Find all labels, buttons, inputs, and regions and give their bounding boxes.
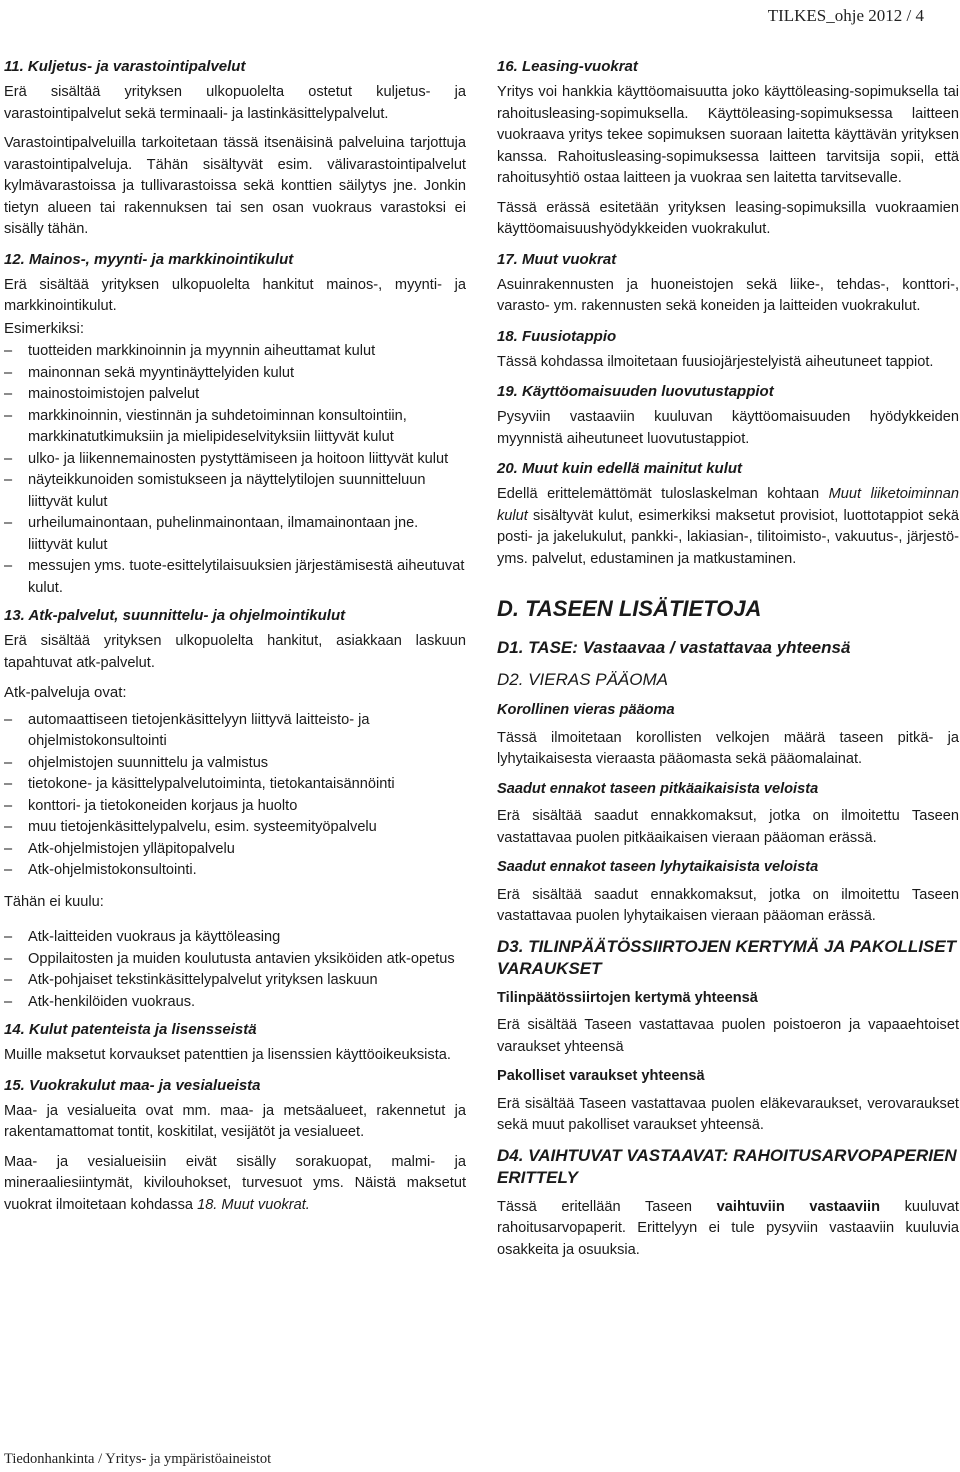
section-d-title: D. TASEEN LISÄTIETOJA — [497, 596, 762, 621]
section-14-title: 14. Kulut patenteista ja lisensseistä — [4, 1021, 257, 1038]
section-16-title: 16. Leasing-vuokrat — [497, 58, 638, 75]
section-11-title: 11. Kuljetus- ja varastointipalvelut — [4, 58, 246, 75]
section-16-p1: Yritys voi hankkia käyttöomaisuutta joko käyttöleasing-sopimuksella tai rahoitusleasing-sopimuksella. Käyttöleasing-sopimuksessa laitteen vuokraava yritys tekee sopimuksen suoraan laitetta käyttävän yrityksen kanssa. Rahoitusleasing-sopimuksessa laitteen tarvitsija sopii, että rahoitusyhtiö ostaa laitteen ja vuokraa sen laitetta tarvitsevalle. — [497, 84, 959, 186]
section-15-p1: Maa- ja vesialueita ovat mm. maa- ja metsäalueet, rakennetut ja rakentamattomat tontit, koskitilat, vesijätöt ja vesialueet. — [4, 1102, 466, 1140]
page-header: TILKES_ohje 2012 / 4 — [767, 6, 924, 25]
section-d1-title: D1. TASE: Vastaavaa / vastattavaa yhteensä — [497, 638, 851, 657]
section-16-p2: Tässä erässä esitetään yrityksen leasing-sopimuksilla vuokraamien käyttöomaisuushyödykkeiden vuokrakulut. — [497, 199, 959, 237]
list-item: – näyteikkunoiden somistukseen ja näyttelytilojen suunnitteluun liittyvät kulut — [4, 470, 466, 513]
list-item: – muu tietojenkäsittelypalvelu, esim. systeemityöpalvelu — [4, 817, 466, 839]
section-13-p1: Erä sisältää yrityksen ulkopuolelta hankitut, asiakkaan laskuun tapahtuvat atk-palvelut. — [4, 633, 466, 671]
right-column — [497, 56, 959, 1269]
section-18-title: 18. Fuusiotappio — [497, 327, 617, 345]
section-17-title: 17. Muut vuokrat — [497, 250, 617, 268]
section-19-title: 19. Käyttöomaisuuden luovutustappiot — [497, 383, 774, 400]
list-item: – markkinoinnin, viestinnän ja suhdetoiminnan konsultointiin, markkinatutkimuksiin ja mielipideselvityksiin liittyvät kulut — [4, 406, 466, 449]
pitka-title: Saadut ennakot taseen pitkäaikaisista veloista — [497, 780, 819, 797]
list-item: – Atk-pohjaiset tekstinkäsittelypalvelut yrityksen laskuun — [4, 970, 466, 992]
list-item: – mainonnan sekä myyntinäyttelyiden kulut — [4, 363, 466, 385]
d4-p-term: vaihtuviin vastaaviin — [716, 1198, 880, 1215]
lyhyt-title: Saadut ennakot taseen lyhytaikaisista veloista — [497, 859, 819, 875]
list-item: – ulko- ja liikennemainosten pystyttämiseen ja hoitoon liittyvät kulut — [4, 449, 466, 471]
section-14-p1: Muille maksetut korvaukset patenttien ja lisenssien käyttöoikeuksista. — [4, 1047, 451, 1063]
tp-title: Tilinpäätössiirtojen kertymä yhteensä — [497, 989, 758, 1006]
section-19-p1: Pysyviin vastaaviin kuuluvan käyttöomaisuuden hyödykkeiden myynnistä aiheutuneet luovutustappiot. — [497, 409, 959, 447]
d4-p-a: Tässä eritellään Taseen — [497, 1198, 717, 1215]
left-column — [4, 56, 466, 1224]
section-12-examples-label: Esimerkiksi: — [4, 319, 85, 337]
section-11-p2: Varastointipalveluilla tarkoitetaan tässä itsenäisinä palveluina tarjottuja varastointipalveluja. Tähän sisältyvät esim. välivarastointipalvelut kylmävarastoissa ja tullivarastoissa sekä konttien säilytys jne. Jonkin tietyn alueen tai rakennuksen tai sen osan vuokraus varastoksi ei sisälly tähän. — [4, 135, 466, 237]
section-20-p1-term: Muut liiketoiminnan kulut — [497, 486, 959, 524]
list-item: – ohjelmistojen suunnittelu ja valmistus — [4, 753, 466, 775]
d4-p-c: kuuluvat rahoitusarvopaperit. Erittelyyn ei tule pysyviin vastaaviin kuuluvia osakkeita ja osuuksia. — [497, 1198, 959, 1258]
list-item: – automaattiseen tietojenkäsittelyyn liittyvä laitteisto- ja ohjelmistokonsultointi — [4, 710, 466, 753]
list-item: – Oppilaitosten ja muiden koulutusta antavien yksiköiden atk-opetus — [4, 949, 466, 971]
section-12-p1: Erä sisältää yrityksen ulkopuolelta hankitut mainos-, myynti- ja markkinointikulut. — [4, 276, 466, 314]
section-13-list — [4, 710, 466, 882]
section-13-includes-label: Atk-palveluja ovat: — [4, 684, 127, 701]
list-item: – tuotteiden markkinoinnin ja myynnin aiheuttamat kulut — [4, 341, 466, 363]
section-15-p2-ref: 18. Muut vuokrat. — [197, 1196, 310, 1213]
list-item: – messujen yms. tuote-esittelytilaisuuksien järjestämisestä aiheutuvat kulut. — [4, 556, 466, 599]
page-footer: Tiedonhankinta / Yritys- ja ympäristöaineistot — [4, 1451, 272, 1467]
section-20-p1 — [497, 484, 959, 570]
section-15-title: 15. Vuokrakulut maa- ja vesialueista — [4, 1076, 261, 1094]
pak-title: Pakolliset varaukset yhteensä — [497, 1068, 705, 1084]
section-15-p2 — [4, 1152, 466, 1217]
tp-p: Erä sisältää Taseen vastattavaa puolen poistoeron ja vapaaehtoiset varaukset yhteensä — [497, 1017, 959, 1055]
section-12-title: 12. Mainos-, myynti- ja markkinointikulut — [4, 250, 294, 268]
pitka-p: Erä sisältää saadut ennakkomaksut, jotka on ilmoitettu Taseen vastattavaa puolen pitkäaikaisen vieraan pääoman erässä. — [497, 808, 959, 846]
section-17-p1: Asuinrakennusten ja huoneistojen sekä liike-, tehdas-, konttori-, varasto- ym. rakennusten sekä koneiden ja laitteiden vuokrakulut. — [497, 276, 959, 314]
section-12-list — [4, 341, 466, 599]
section-18-p1: Tässä kohdassa ilmoitetaan fuusiojärjestelyistä aiheutuneet tappiot. — [497, 353, 934, 370]
section-13-excludes-label: Tähän ei kuulu: — [4, 893, 104, 910]
list-item: – tietokone- ja käsittelypalvelutoiminta, tietokantaisännöinti — [4, 774, 466, 796]
list-item: – mainostoimistojen palvelut — [4, 384, 466, 406]
section-13-excludes-list — [4, 927, 466, 1013]
section-15-p2-text: Maa- ja vesialueisiin eivät sisälly sorakuopat, malmi- ja mineraaliesiintymät, kivilouhokset, turvesuot yms. Näistä maksetut vuokrat ilmoitetaan kohdassa — [4, 1153, 466, 1213]
korollinen-p: Tässä ilmoitetaan korollisten velkojen määrä taseen pitkä- ja lyhytaikaisesta vieraasta pääomasta sekä pääomalainat. — [497, 729, 959, 767]
list-item: – Atk-henkilöiden vuokraus. — [4, 992, 466, 1014]
section-20-title: 20. Muut kuin edellä mainitut kulut — [497, 460, 743, 477]
d4-p — [497, 1197, 959, 1262]
section-20-p1-a: Edellä erittelemättömät tuloslaskelman kohtaan — [497, 486, 829, 502]
pak-p: Erä sisältää Taseen vastattavaa puolen eläkevaraukset, verovaraukset sekä muut pakolliset varaukset yhteensä. — [497, 1095, 959, 1133]
section-d2-title: D2. VIERAS PÄÄOMA — [497, 670, 668, 689]
section-d3-title: D3. TILINPÄÄTÖSSIIRTOJEN KERTYMÄ JA PAKOLLISET VARAUKSET — [497, 936, 957, 978]
korollinen-title: Korollinen vieras pääoma — [497, 702, 675, 718]
section-11-p1: Erä sisältää yrityksen ulkopuolelta ostetut kuljetus- ja varastointipalvelut sekä terminaali- ja lastinkäsittelypalvelut. — [4, 84, 466, 122]
section-20-p1-c: sisältyvät kulut, esimerkiksi maksetut provisiot, luottotappiot sekä posti- ja jakelukulut, pankki-, lakiasian-, tilitoimisto-, vakuutus-, järjestö- yms. palvelut, edustaminen ja matkustaminen. — [497, 507, 959, 567]
list-item: – Atk-ohjelmistojen ylläpitopalvelu — [4, 839, 466, 861]
list-item: – Atk-ohjelmistokonsultointi. — [4, 860, 466, 882]
list-item: – konttori- ja tietokoneiden korjaus ja huolto — [4, 796, 466, 818]
list-item: – urheilumainontaan, puhelinmainontaan, ilmamainontaan jne. liittyvät kulut — [4, 513, 466, 556]
list-item: – Atk-laitteiden vuokraus ja käyttöleasing — [4, 927, 466, 949]
section-13-title: 13. Atk-palvelut, suunnittelu- ja ohjelmointikulut — [4, 607, 346, 624]
lyhyt-p: Erä sisältää saadut ennakkomaksut, jotka on ilmoitettu Taseen vastattavaa puolen lyhytaikaisen vieraan pääoman erässä. — [497, 886, 959, 924]
section-d4-title: D4. VAIHTUVAT VASTAAVAT: RAHOITUSARVOPAPERIEN ERITTELY — [497, 1145, 957, 1187]
